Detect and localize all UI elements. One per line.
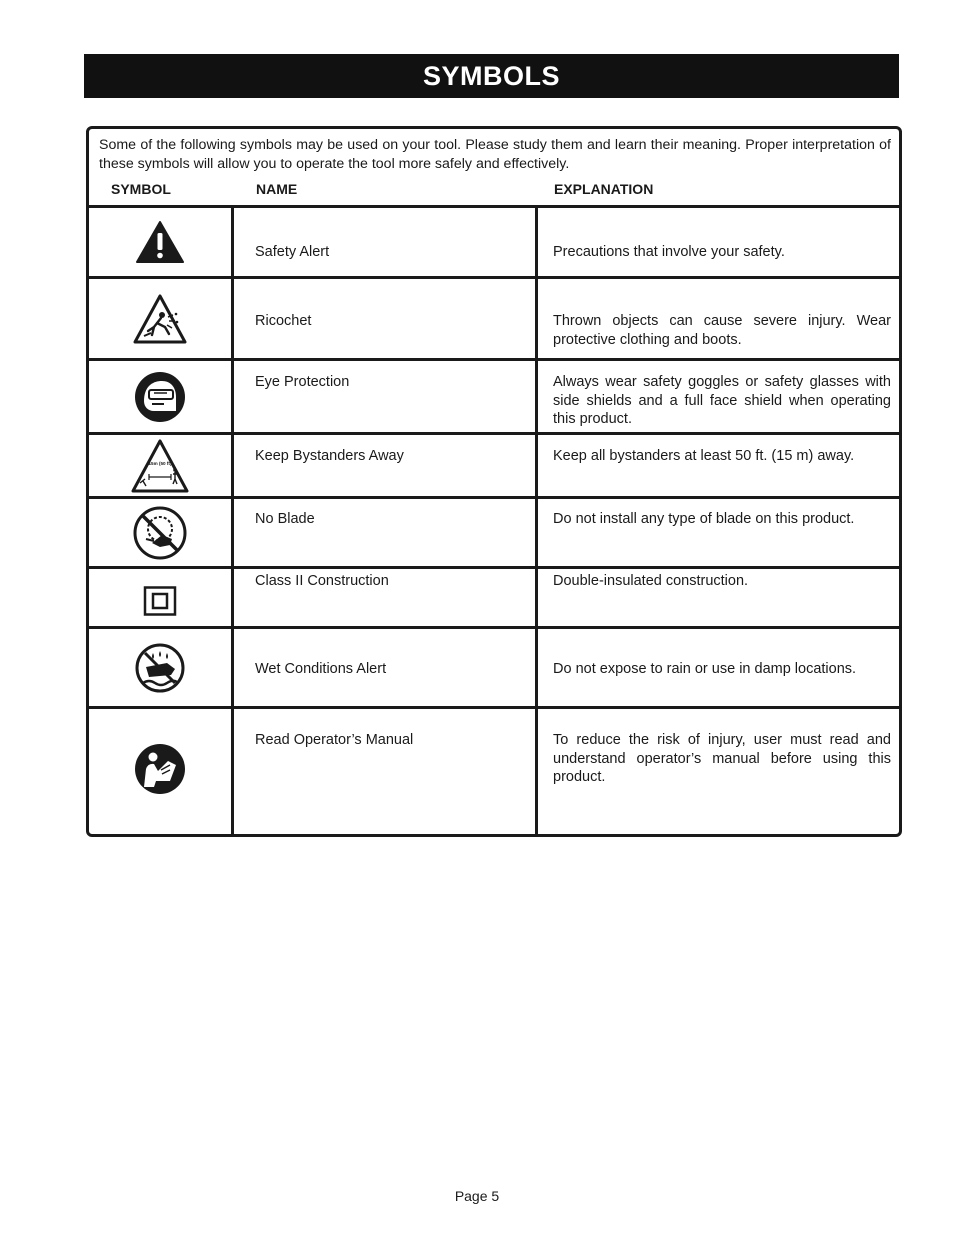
symbol-name: Keep Bystanders Away — [255, 448, 404, 464]
symbol-explanation: To reduce the risk of injury, user must read and understand operator’s manual before using this product. — [553, 732, 891, 785]
table-row — [89, 435, 899, 496]
symbol-name: Safety Alert — [255, 244, 330, 260]
symbol-name: Read Operator’s Manual — [255, 732, 414, 748]
symbol-explanation: Do not install any type of blade on this product. — [553, 511, 855, 527]
ricochet-icon — [89, 279, 231, 358]
table-row — [89, 629, 899, 706]
header-name: NAME — [256, 181, 298, 197]
class-ii-construction-icon — [89, 569, 231, 626]
intro-paragraph: Some of the following symbols may be used on your tool. Please study them and learn their meaning. Proper interpretation of these symbols will allow you to operate the tool more safely and effectively. — [99, 137, 891, 172]
eye-protection-icon — [89, 361, 231, 432]
safety-alert-icon — [89, 208, 231, 276]
table-row — [89, 499, 899, 566]
read-manual-icon — [89, 709, 231, 834]
page-title: SYMBOLS — [84, 54, 899, 98]
symbol-name: No Blade — [255, 511, 315, 527]
table-row — [89, 709, 899, 834]
symbol-name: Eye Protection — [255, 374, 350, 390]
symbol-name: Class II Construction — [255, 573, 389, 589]
bystander-sign-text: 15m (50 ft) — [148, 460, 172, 466]
symbols-table — [86, 126, 902, 837]
no-blade-icon — [89, 499, 231, 566]
page-number: Page 5 — [454, 1188, 500, 1204]
table-row — [89, 279, 899, 358]
symbol-explanation: Always wear safety goggles or safety glasses with side shields and a full face shield when operating this product. — [553, 374, 891, 427]
symbol-explanation: Thrown objects can cause severe injury. Wear protective clothing and boots. — [553, 313, 891, 348]
symbol-name: Ricochet — [255, 313, 312, 329]
symbol-name: Wet Conditions Alert — [255, 661, 387, 677]
symbol-explanation: Keep all bystanders at least 50 ft. (15 m) away. — [553, 448, 855, 464]
symbol-explanation: Double-insulated construction. — [553, 573, 749, 589]
symbol-explanation: Do not expose to rain or use in damp locations. — [553, 661, 857, 677]
wet-conditions-alert-icon — [89, 629, 231, 706]
table-row — [89, 569, 899, 626]
table-row — [89, 208, 899, 276]
table-row — [89, 361, 899, 432]
header-symbol: SYMBOL — [111, 181, 171, 197]
keep-bystanders-away-icon — [89, 435, 231, 496]
header-explanation: EXPLANATION — [554, 181, 654, 197]
symbol-explanation: Precautions that involve your safety. — [553, 244, 785, 260]
